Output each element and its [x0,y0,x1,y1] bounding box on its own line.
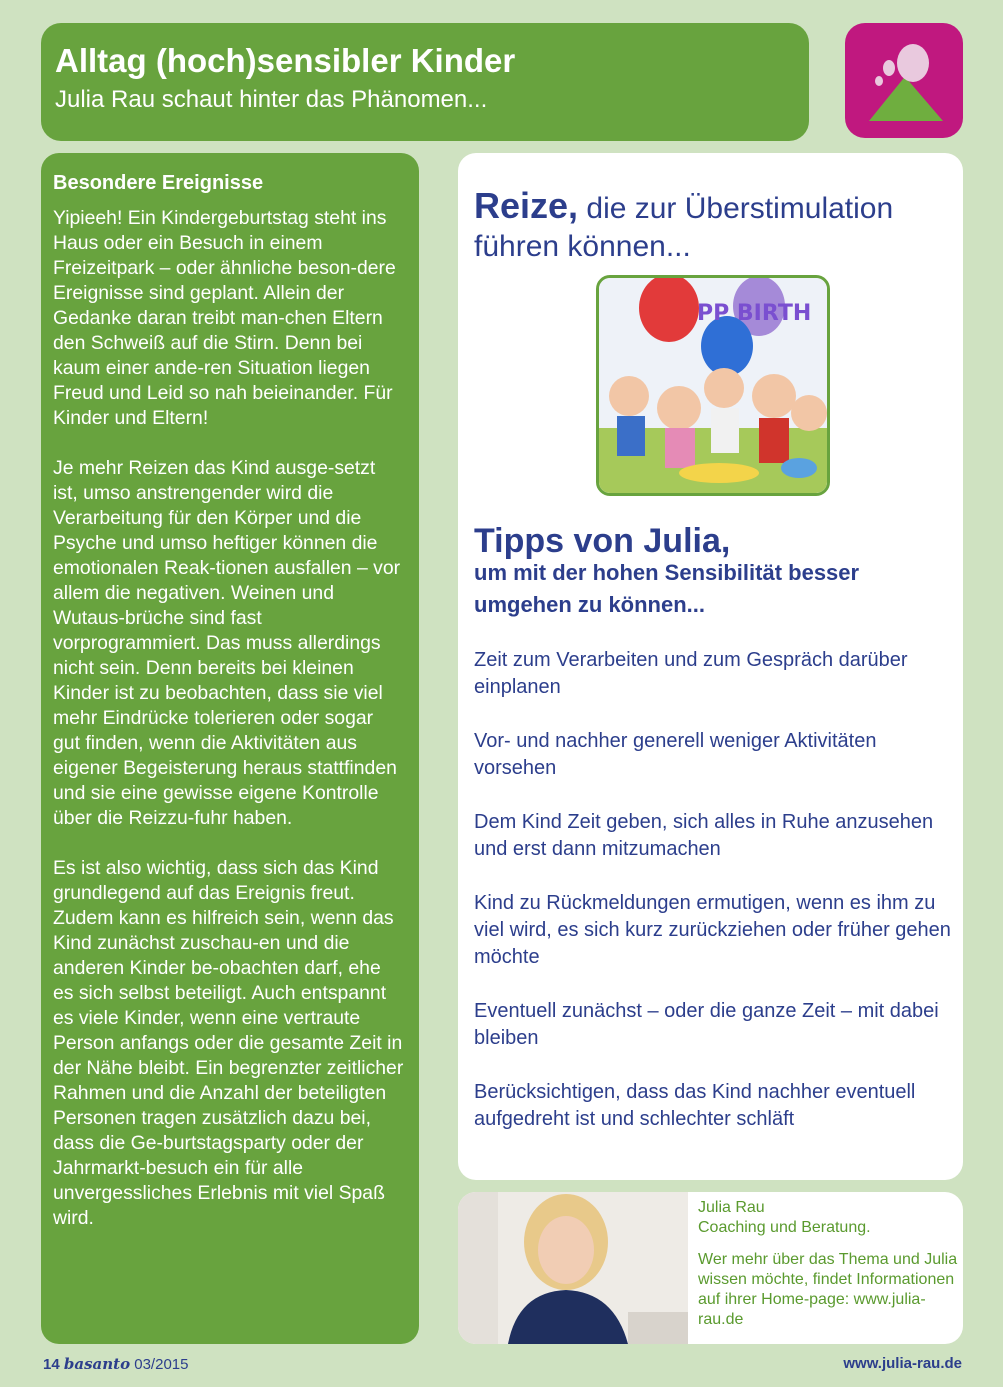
paragraph-3: Es ist also wichtig, dass sich das Kind grundlegend auf das Ereignis freut. Zudem kann es hilfreich sein, wenn das Kind zunächst zuschau-en und die anderen Kinder be-obachten darf, ehe es sich selbst beteiligt. Auch entspannt es viele Kinder, wenn eine vertraute Person anfangs oder die gesamte Zeit in der Nähe bleibt. Ein begrenzter zeitlicher Rahmen und die Anzahl der beteiligten Personen tragen zusätzlich dazu bei, dass die Ge-burtstagsparty oder der Jahrmarkt-besuch ein für alle unvergessliches Erlebnis mit viel Spaß wird. [53,857,404,1229]
tips-subtitle: um mit der hohen Sensibilität besser umgehen zu können... [474,560,860,617]
reize-heading [474,187,954,266]
tips-list [474,647,954,1160]
list-item: Kind zu Rückmeldungen ermutigen, wenn es ihm zu viel wird, es sich kurz zurückziehen oder früher gehen möchte [474,892,951,968]
page-number: 14 [43,1356,60,1373]
page-title: Alltag (hoch)sensibler Kinder [55,42,516,79]
author-photo [458,1192,688,1344]
tips-title: Tipps von Julia, [474,522,731,560]
article-column [41,153,419,1344]
header-banner [41,23,809,141]
section-heading: Besondere Ereignisse [53,172,264,194]
reize-rest: die zur Überstimulation führen können... [474,192,894,263]
page-subtitle: Julia Rau schaut hinter das Phänomen... [55,86,488,113]
footer-page-info [43,1355,188,1373]
author-box [458,1192,963,1344]
paragraph-1: Yipieeh! Ein Kindergeburtstag steht ins Haus oder ein Besuch in einem Freizeitpark – oder ähnliche beson-dere Ereignisse sind geplant. Allein der Gedanke daran treibt man-chen Eltern den Schweiß auf die Stirn. Denn bei kaum einer ande-ren Situation liegen Freud und Leid so nah beieinander. Für Kinder und Eltern! [53,207,396,429]
list-item: Berücksichtigen, dass das Kind nachher eventuell aufgedreht ist und schlechter schläft [474,1081,916,1130]
paragraph-2: Je mehr Reizen das Kind ausge-setzt ist, umso anstrengender wird die Verarbeitung für den Körper und die Psyche und umso heftiger können die emotionalen Reak-tionen ausfallen – vor allem die negativen. Weinen und Wutaus-brüche sind fast vorprogrammiert. Das muss allerdings nicht sein. Denn bereits bei kleinen Kinder ist zu beobachten, dass sie viel mehr Eindrücke tolerieren oder sogar gut finden, wenn die Aktivitäten aus eigener Begeisterung heraus stattfinden und sie eine gewisse eigene Kontrolle über die Reizzu-fuhr haben. [53,457,401,829]
magazine-brand: basanto [63,1355,131,1373]
list-item: Vor- und nachher generell weniger Aktivitäten vorsehen [474,730,877,779]
author-name: Julia Rau [698,1199,765,1216]
reize-bold: Reize, [474,185,579,226]
author-info: Wer mehr über das Thema und Julia wissen möchte, findet Informationen auf ihrer Home-page: www.julia-rau.de [698,1251,958,1328]
list-item: Dem Kind Zeit geben, sich alles in Ruhe anzusehen und erst dann mitzumachen [474,811,934,860]
party-banner-text: PP BIRTH [697,301,812,326]
author-text [698,1198,960,1330]
party-photo [596,275,830,496]
brand-logo-icon [845,23,963,138]
issue-number: 03/2015 [134,1356,189,1373]
tips-card [458,153,963,1180]
footer-url[interactable]: www.julia-rau.de [843,1355,962,1372]
list-item: Zeit zum Verarbeiten und zum Gespräch darüber einplanen [474,649,908,698]
list-item: Eventuell zunächst – oder die ganze Zeit – mit dabei bleiben [474,1000,939,1049]
author-role: Coaching und Beratung. [698,1219,871,1236]
